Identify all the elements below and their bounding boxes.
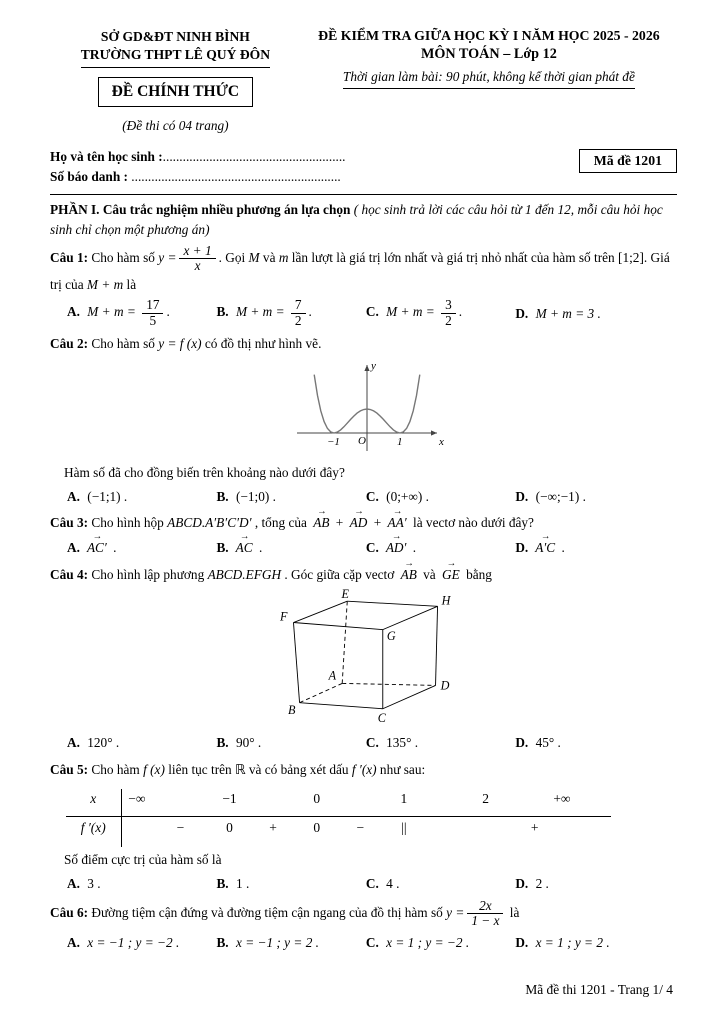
sign-table: [66, 789, 611, 847]
option-key: B.: [216, 540, 229, 556]
q1-t3: và: [259, 249, 279, 265]
option-key: A.: [67, 875, 80, 891]
option-key: B.: [216, 934, 229, 950]
duration-row: [301, 63, 677, 89]
vector-AC: AC →: [234, 537, 255, 558]
q6-option-b: [216, 932, 365, 953]
cube-label-H: H: [441, 593, 450, 608]
duration-note: Thời gian làm bài: 90 phút, không kể thời gian phát đề: [343, 69, 635, 89]
option-text: 120° .: [83, 735, 120, 751]
cube-label-C: C: [377, 711, 386, 726]
sign: +: [530, 819, 539, 835]
sign: +: [269, 819, 277, 835]
option-text: 4 .: [382, 875, 400, 891]
q2-option-b: [216, 486, 365, 507]
sign-table-sign-row: [66, 820, 611, 846]
option-key: C.: [365, 934, 379, 950]
q5-option-d: [515, 873, 664, 894]
y-axis-arrow: [364, 365, 369, 371]
question-3-text: [50, 512, 677, 534]
q5-t2: liên tục trên ℝ và có bảng xét dấu: [164, 761, 352, 777]
cube-label-E: E: [341, 587, 349, 602]
q4-t4: bằng: [462, 566, 492, 582]
q1-t4: lần lượt là giá trị lớn nhất và giá trị nhỏ nhất của hàm số trên: [288, 249, 619, 265]
student-name-dots: .......................................................: [162, 148, 346, 164]
sign: −: [176, 819, 185, 835]
q3-solid-name: ABCD.A′B′C′D′: [167, 515, 252, 531]
q4-t1: Cho hình lập phương: [88, 566, 208, 582]
x-value: −∞: [128, 790, 146, 806]
question-1-label: Câu 1:: [50, 249, 89, 265]
option-post: .: [308, 304, 312, 320]
school-name-row: [50, 46, 301, 67]
vector-AA-prime: AA′ →: [386, 512, 409, 534]
q4-option-c: [366, 732, 515, 753]
q5-option-b: [216, 873, 365, 894]
q3-plus1: +: [332, 515, 347, 531]
q1-t2: . Gọi: [218, 249, 249, 265]
sign: −: [356, 819, 365, 835]
cube-label-G: G: [386, 629, 396, 644]
fraction-denominator: x: [179, 258, 215, 273]
option-text: 2 .: [532, 875, 549, 891]
q3-option-b: [216, 537, 365, 558]
question-6-options: [67, 932, 677, 953]
question-2-options: [67, 486, 677, 507]
option-key: A.: [67, 540, 80, 556]
q3-option-c: [366, 537, 515, 558]
q3-t2: , tổng của: [251, 515, 311, 531]
header-right: [301, 28, 677, 134]
tick-pos1: 1: [396, 436, 402, 449]
option-key: C.: [365, 875, 379, 891]
option-text: 3 .: [83, 875, 101, 891]
department-name: SỞ GD&ĐT NINH BÌNH: [100, 29, 250, 44]
cube-diagram: [274, 587, 454, 725]
cube-label-D: D: [440, 678, 449, 693]
option-key: D.: [515, 934, 529, 950]
school-name: TRƯỜNG THPT LÊ QUÝ ĐÔN: [81, 46, 270, 67]
exam-subject: MÔN TOÁN – Lớp 12: [420, 46, 557, 62]
fraction-numerator: 17: [146, 297, 160, 313]
option-text: (−∞;−1) .: [532, 489, 586, 505]
cube-label-B: B: [287, 703, 296, 718]
vector-AD-prime: AD′ →: [384, 537, 409, 558]
q2-subquestion: Hàm số đã cho đồng biến trên khoảng nào dưới đây?: [64, 465, 345, 481]
q4-cube-figure: [50, 587, 677, 729]
student-id-dots: ...............................................................: [131, 169, 341, 185]
option-text: 135° .: [382, 735, 419, 751]
x-value: +∞: [553, 790, 571, 806]
option-fraction: [291, 298, 306, 328]
q5-derivative: f ′(x): [351, 761, 377, 777]
header: [50, 28, 677, 134]
option-post: .: [558, 540, 565, 556]
sign: ||: [401, 819, 407, 835]
q6-t2: là: [506, 904, 520, 920]
question-5-text: [50, 759, 677, 781]
q3-t3: là vectơ nào dưới đây?: [409, 515, 534, 531]
q1-fraction: [179, 244, 215, 274]
option-key: D.: [515, 540, 529, 556]
option-text: 90° .: [232, 735, 262, 751]
q5-t3: như sau:: [376, 761, 426, 777]
header-left: [50, 28, 301, 134]
fraction-denominator: 2: [291, 313, 306, 328]
graph-axes: [297, 365, 437, 451]
q1-t5: . Giá trị của: [50, 249, 670, 292]
option-key: D.: [515, 875, 529, 891]
question-4-options: [67, 732, 677, 753]
option-text: 45° .: [532, 735, 561, 751]
origin-label: O: [357, 435, 366, 448]
q2-t1: Cho hàm số: [88, 336, 159, 352]
option-fraction: [142, 298, 163, 328]
sign: 0: [226, 819, 233, 835]
cube-hidden-edges: [299, 602, 435, 703]
q4-solid-name: ABCD.EFGH: [207, 566, 282, 582]
question-6-label: Câu 6:: [50, 904, 89, 920]
q1-option-b: [216, 298, 365, 328]
x-row-label: x: [90, 790, 97, 806]
q3-option-d: [515, 537, 664, 558]
student-id-line: [50, 168, 346, 187]
option-fraction: [441, 298, 456, 328]
official-box-row: [50, 68, 301, 107]
question-1-text: [50, 244, 677, 296]
q5-option-a: [67, 873, 216, 894]
option-key: C.: [365, 304, 379, 320]
option-post: .: [458, 304, 463, 320]
y-axis-label: y: [370, 360, 376, 373]
question-3-options: [67, 537, 677, 558]
question-1-options: [67, 298, 677, 328]
exam-code-box: Mã đề 1201: [579, 149, 677, 173]
option-key: B.: [216, 875, 229, 891]
q4-t3: và: [419, 566, 440, 582]
option-key: C.: [365, 540, 379, 556]
q1-var-M: M: [248, 249, 260, 265]
vector-GE: GE →: [440, 564, 462, 586]
f-row-label: f ′(x): [80, 819, 106, 835]
x-value: 1: [400, 790, 408, 806]
fraction-numerator: x + 1: [183, 242, 212, 258]
x-value: 2: [482, 790, 490, 806]
x-value: −1: [222, 790, 237, 806]
q5-option-c: [366, 873, 515, 894]
option-post: .: [109, 540, 117, 556]
x-value: 0: [313, 790, 321, 806]
sign: 0: [313, 819, 321, 835]
q5-t1: Cho hàm: [88, 761, 144, 777]
q4-option-d: [515, 732, 664, 753]
option-text: M + m = 3 .: [532, 305, 601, 321]
page-footer: Mã đề thi 1201 - Trang 1/ 4: [525, 982, 673, 997]
student-fields: [50, 148, 346, 189]
q5-subquestion: Số điểm cực trị của hàm số là: [64, 851, 222, 867]
q2-option-d: [515, 486, 664, 507]
question-2-label: Câu 2:: [50, 336, 89, 352]
vector-AB: AB →: [399, 564, 419, 586]
fraction-numerator: 3: [445, 297, 452, 313]
option-pre: M + m =: [382, 304, 439, 320]
q2-function: y = f (x): [158, 336, 202, 352]
q3-option-a: [67, 537, 216, 558]
vector-AD: AD →: [348, 512, 370, 534]
exam-title: ĐỀ KIỂM TRA GIỮA HỌC KỲ I NĂM HỌC 2025 - 2026: [318, 28, 660, 43]
student-name-line: [50, 148, 346, 167]
option-post: .: [409, 540, 417, 556]
cube-visible-edges: [293, 602, 437, 710]
option-text: (−1;1) .: [83, 489, 128, 505]
option-key: D.: [515, 735, 529, 751]
vector-A-prime-C: A′C →: [533, 537, 557, 558]
option-text: x = −1 ; y = −2 .: [83, 934, 180, 950]
option-key: D.: [515, 305, 529, 321]
option-key: A.: [67, 934, 80, 950]
vector-AB: AB →: [311, 512, 331, 534]
q1-interval: [1;2]: [618, 249, 644, 265]
fraction-denominator: 2: [441, 313, 456, 328]
fraction-denominator: 1 − x: [467, 913, 503, 928]
cube-label-A: A: [328, 668, 336, 683]
part1-note: ( học sinh trả lời các câu hỏi từ 1 đến 12, mỗi câu hỏi học sinh chỉ chọn một phương án): [50, 201, 663, 237]
q1-t1: Cho hàm số: [88, 249, 159, 265]
option-key: B.: [216, 735, 229, 751]
q6-option-d: [515, 932, 664, 953]
q1-expr: M + m: [86, 276, 124, 292]
option-key: A.: [67, 489, 80, 505]
q1-option-a: [67, 298, 216, 328]
tick-neg1: −1: [326, 436, 340, 449]
option-key: C.: [365, 489, 379, 505]
part1-heading: PHẦN I. Câu trắc nghiệm nhiều phương án lựa chọn: [50, 201, 351, 217]
q1-eq-lhs: y =: [158, 249, 177, 265]
q1-t6: là: [123, 276, 137, 292]
fraction-denominator: 5: [142, 313, 163, 328]
official-exam-label: ĐỀ CHÍNH THỨC: [98, 77, 253, 107]
q6-t1: Đường tiệm cận đứng và đường tiệm cận ngang của đồ thị hàm số: [88, 904, 447, 920]
q6-option-a: [67, 932, 216, 953]
option-post: .: [255, 540, 263, 556]
q4-option-a: [67, 732, 216, 753]
sign-table-x-row: [66, 791, 611, 817]
q2-option-a: [67, 486, 216, 507]
fraction-numerator: 2x: [479, 897, 492, 913]
student-info: [50, 148, 677, 195]
x-axis-arrow: [431, 430, 437, 435]
option-key: D.: [515, 489, 529, 505]
question-2-text: [50, 333, 677, 355]
option-text: 1 .: [232, 875, 250, 891]
q4-t2: . Góc giữa cặp vectơ: [281, 566, 398, 582]
option-text: (0;+∞) .: [382, 489, 429, 505]
option-text: (−1;0) .: [232, 489, 276, 505]
question-6-text: [50, 899, 677, 929]
option-key: C.: [365, 735, 379, 751]
question-5-options: [67, 873, 677, 894]
q2-option-c: [366, 486, 515, 507]
option-text: x = 1 ; y = 2 .: [532, 934, 610, 950]
option-key: A.: [67, 304, 80, 320]
cube-label-F: F: [279, 609, 287, 624]
q6-fraction: [467, 899, 503, 929]
student-id-label: Số báo danh :: [50, 169, 132, 185]
question-3-label: Câu 3:: [50, 515, 89, 531]
question-4-text: [50, 564, 677, 586]
q3-plus2: +: [370, 515, 385, 531]
q1-var-m: m: [278, 249, 289, 265]
x-axis-label: x: [438, 436, 444, 449]
q3-t1: Cho hình hộp: [88, 515, 168, 531]
q2-graph-figure: [50, 357, 677, 461]
option-key: A.: [67, 735, 80, 751]
fraction-numerator: 7: [294, 297, 302, 313]
option-key: B.: [216, 489, 229, 505]
q6-option-c: [366, 932, 515, 953]
option-text: x = 1 ; y = −2 .: [382, 934, 470, 950]
vector-AC-prime: AC′ →: [85, 537, 109, 558]
function-graph: [279, 357, 449, 457]
option-post: .: [166, 304, 170, 320]
part1-title: [50, 200, 677, 240]
option-text: x = −1 ; y = 2 .: [232, 934, 320, 950]
question-4-label: Câu 4:: [50, 566, 89, 582]
option-pre: M + m =: [232, 304, 288, 320]
option-pre: M + m =: [83, 304, 140, 320]
pages-note: (Đề thi có 04 trang): [122, 117, 229, 133]
option-key: B.: [216, 304, 229, 320]
q2-t2: có đồ thị như hình vẽ.: [201, 336, 322, 352]
q4-option-b: [216, 732, 365, 753]
q6-eq-lhs: y =: [446, 904, 465, 920]
q1-option-d: [515, 303, 664, 324]
question-5-label: Câu 5:: [50, 761, 89, 777]
q1-option-c: [366, 298, 515, 328]
q5-function: f (x): [143, 761, 165, 777]
student-name-label: Họ và tên học sinh :: [50, 148, 163, 164]
